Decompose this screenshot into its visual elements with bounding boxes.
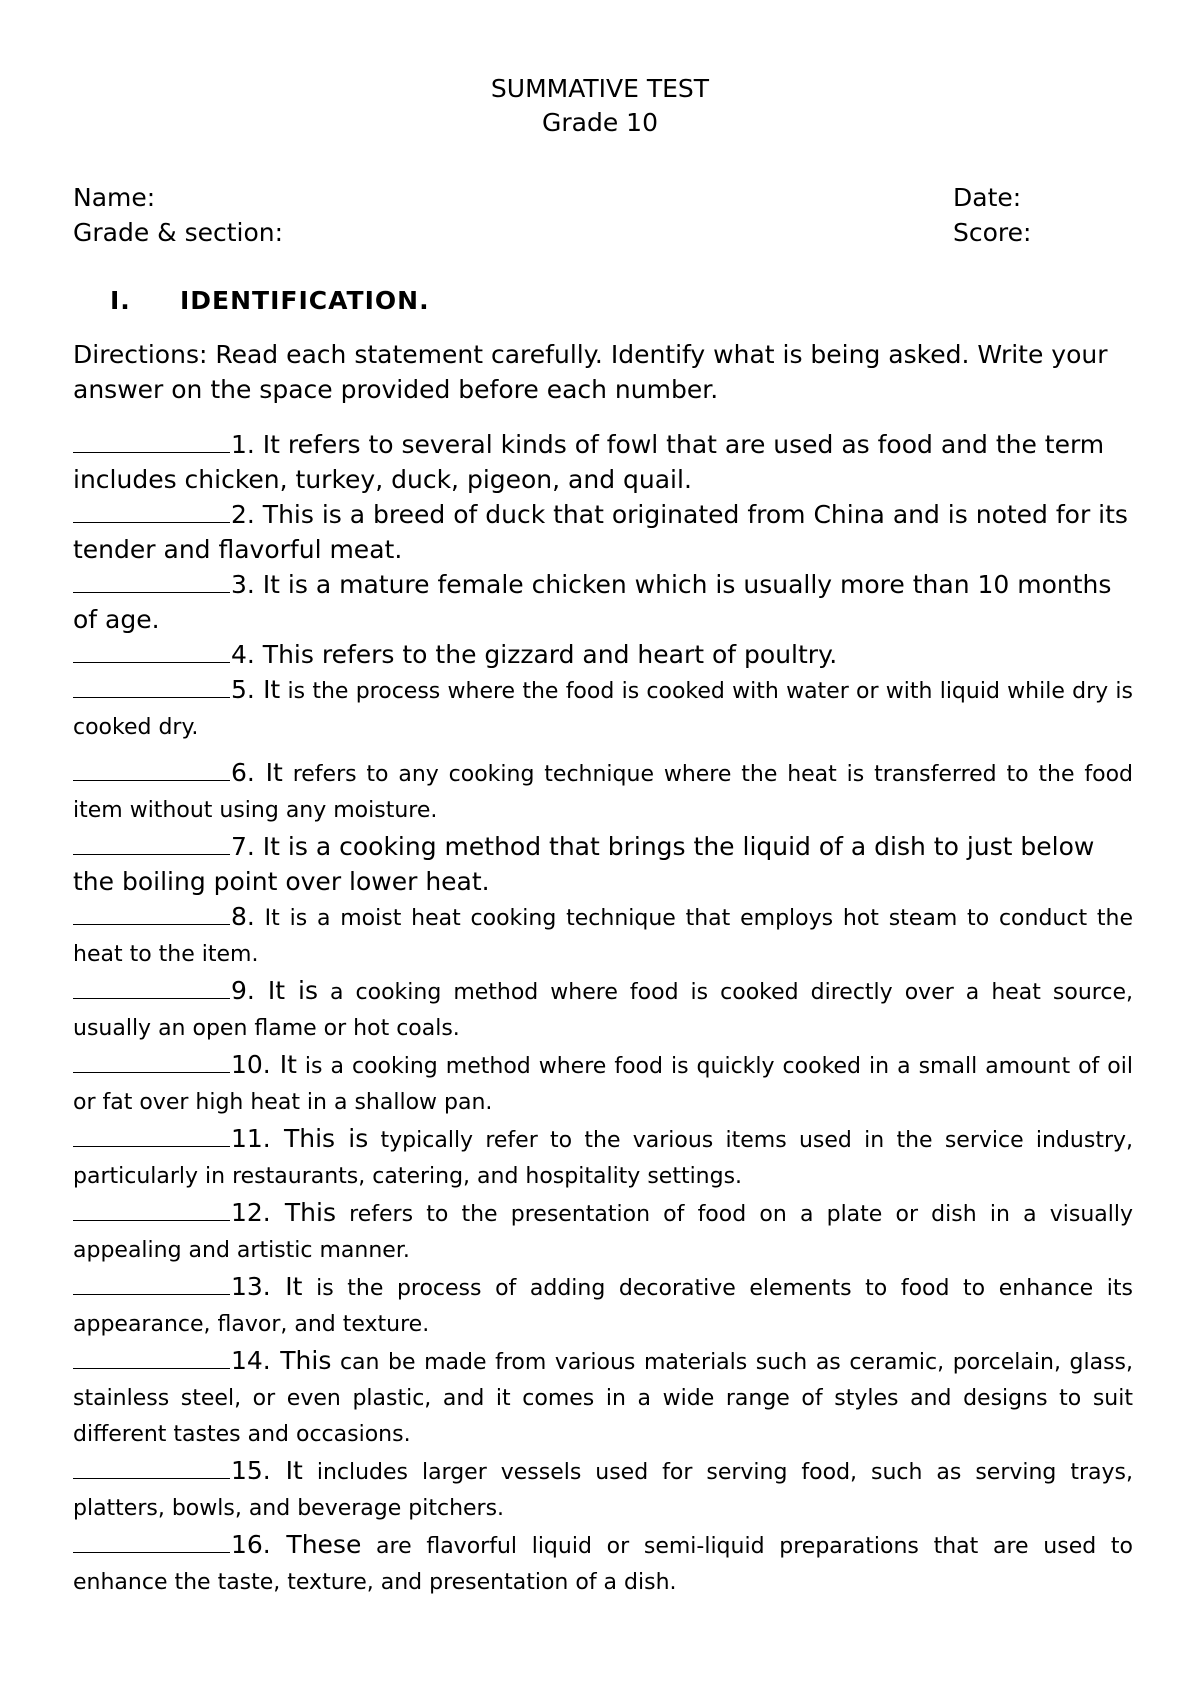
question-item [73, 1453, 1133, 1527]
question-item [73, 1527, 1133, 1601]
question-item [73, 973, 1133, 1047]
question-number: 14. This [231, 1346, 332, 1375]
question-list [73, 427, 1133, 1601]
answer-blank[interactable] [73, 832, 230, 855]
question-item [73, 1269, 1133, 1343]
question-item [73, 427, 1133, 497]
question-text: It is a moist heat cooking technique that employs hot steam to conduct the heat to the item. [73, 906, 1133, 967]
question-text: is a cooking method where food is quickly cooked in a small amount of oil or fat over high heat in a shallow pan. [73, 1054, 1133, 1115]
question-text: refers to any cooking technique where the heat is transferred to the food item without using any moisture. [73, 762, 1133, 823]
answer-blank[interactable] [73, 500, 230, 523]
question-text: are flavorful liquid or semi-liquid preparations that are used to enhance the taste, texture, and presentation of a dish. [73, 1534, 1133, 1595]
answer-blank[interactable] [73, 1458, 230, 1479]
question-item [73, 637, 1133, 672]
question-number: 5. It [231, 675, 281, 704]
question-number: 6. It [231, 758, 283, 787]
answer-blank[interactable] [73, 1200, 230, 1221]
section-heading [110, 286, 430, 315]
directions: Directions: Read each statement carefully. Identify what is being asked. Write your answer on the space provided before each number. [73, 340, 1108, 404]
question-item [73, 829, 1133, 899]
answer-blank[interactable] [73, 1532, 230, 1553]
question-number: 10. It [231, 1050, 297, 1079]
question-text: It is a cooking method that brings the liquid of a dish to just below the boiling point over lower heat. [73, 832, 1095, 896]
question-number: 12. This [231, 1198, 336, 1227]
question-text: is the process of adding decorative elements to food to enhance its appearance, flavor, and texture. [73, 1276, 1133, 1337]
date-label: Date: [953, 183, 1022, 212]
question-text: typically refer to the various items used in the service industry, particularly in restaurants, catering, and hospitality settings. [73, 1128, 1134, 1189]
answer-blank[interactable] [73, 677, 230, 698]
question-number: 15. It [231, 1456, 303, 1485]
question-number: 2. [231, 500, 255, 529]
score-label: Score: [953, 218, 1032, 247]
question-text: This is a breed of duck that originated from China and is noted for its tender and flavorful meat. [73, 500, 1128, 564]
question-text: refers to the presentation of food on a plate or dish in a visually appealing and artistic manner. [73, 1202, 1133, 1263]
answer-blank[interactable] [73, 904, 230, 925]
question-number: 4. [231, 640, 255, 669]
question-text: includes larger vessels used for serving food, such as serving trays, platters, bowls, and beverage pitchers. [73, 1460, 1133, 1521]
question-number: 7. [231, 832, 255, 861]
question-text: It is a mature female chicken which is usually more than 10 months of age. [73, 570, 1112, 634]
question-item [73, 567, 1133, 637]
question-text: This refers to the gizzard and heart of poultry. [254, 640, 838, 669]
answer-blank[interactable] [73, 1052, 230, 1073]
answer-blank[interactable] [73, 640, 230, 663]
question-number: 11. This is [231, 1124, 369, 1153]
answer-blank[interactable] [73, 760, 230, 781]
section-title: IDENTIFICATION. [180, 286, 430, 315]
question-item [73, 1343, 1133, 1453]
question-item [73, 899, 1133, 973]
question-item [73, 1195, 1133, 1269]
question-text: can be made from various materials such as ceramic, porcelain, glass, stainless steel, or even plastic, and it comes in a wide range of styles and designs to suit different tastes and occasions. [73, 1350, 1133, 1447]
grade-section-label: Grade & section: [73, 218, 284, 247]
question-number: 16. These [231, 1530, 362, 1559]
question-number: 13. It [231, 1272, 303, 1301]
answer-blank[interactable] [73, 430, 230, 453]
question-item [73, 1047, 1133, 1121]
section-number: I. [110, 286, 131, 315]
answer-blank[interactable] [73, 1274, 230, 1295]
question-number: 1. [231, 430, 255, 459]
answer-blank[interactable] [73, 570, 230, 593]
question-text: a cooking method where food is cooked directly over a heat source, usually an open flame or hot coals. [73, 980, 1133, 1041]
answer-blank[interactable] [73, 978, 230, 999]
question-text: is the process where the food is cooked with water or with liquid while dry is cooked dry. [73, 679, 1133, 740]
question-text: It refers to several kinds of fowl that are used as food and the term includes chicken, turkey, duck, pigeon, and quail. [73, 430, 1105, 494]
question-number: 8. [231, 902, 255, 931]
question-number: 3. [231, 570, 255, 599]
grade-level: Grade 10 [542, 108, 658, 137]
name-label: Name: [73, 183, 156, 212]
question-number: 9. It is [231, 976, 318, 1005]
answer-blank[interactable] [73, 1126, 230, 1147]
question-item [73, 755, 1133, 829]
question-item [73, 1121, 1133, 1195]
answer-blank[interactable] [73, 1348, 230, 1369]
question-item [73, 672, 1133, 746]
question-item [73, 497, 1133, 567]
test-title: SUMMATIVE TEST [490, 74, 710, 103]
